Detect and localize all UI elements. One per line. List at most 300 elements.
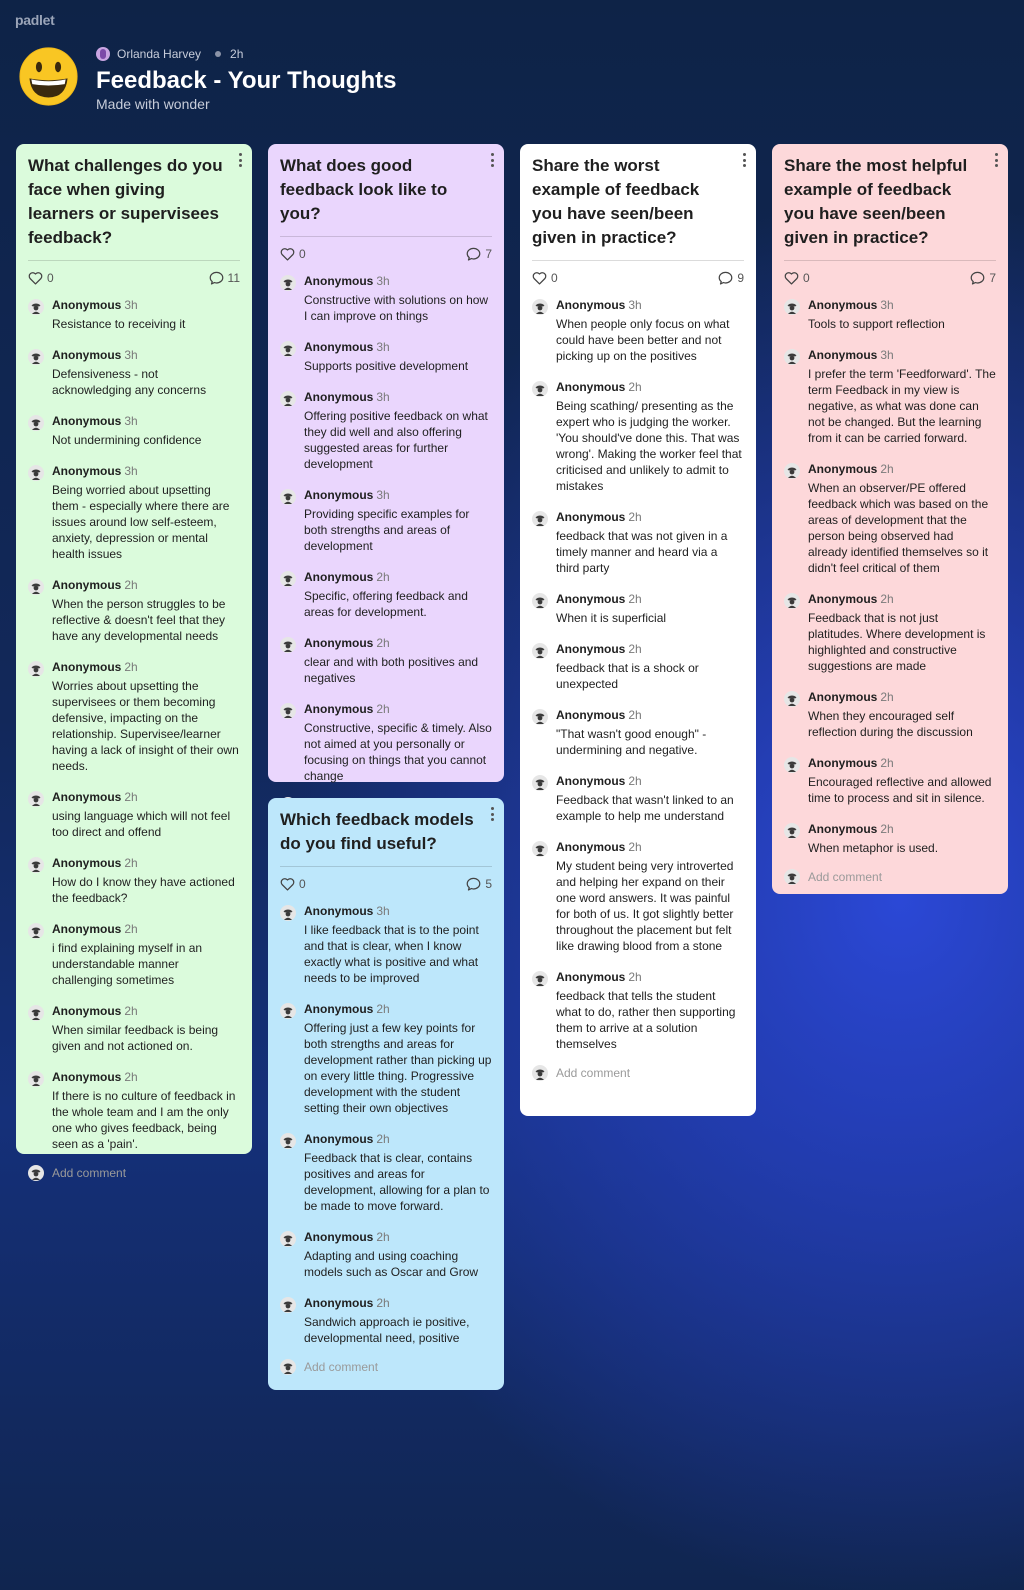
like-count: 0 — [299, 247, 306, 261]
comment-header — [808, 347, 996, 363]
comment-item — [280, 903, 492, 986]
comment-time: 2h — [628, 970, 642, 984]
comment-item — [28, 789, 240, 840]
add-comment-input[interactable] — [784, 869, 996, 885]
anonymous-avatar-icon — [532, 511, 548, 527]
anonymous-avatar-icon — [280, 341, 296, 357]
anonymous-avatar-icon — [280, 1133, 296, 1149]
comment-body — [808, 689, 996, 740]
anonymous-avatar-icon — [28, 579, 44, 595]
comment-text: feedback that is a shock or unexpected — [556, 661, 699, 691]
comment-author: Anonymous — [556, 510, 626, 524]
comment-time: 2h — [376, 1230, 390, 1244]
comment-item — [280, 701, 492, 784]
comment-time: 2h — [628, 510, 642, 524]
like-count: 0 — [551, 271, 558, 285]
comment-item — [280, 1229, 492, 1280]
comment-author: Anonymous — [304, 1230, 374, 1244]
comment-header — [304, 1295, 492, 1311]
comment-author: Anonymous — [808, 592, 878, 606]
column-feedback-models — [268, 798, 504, 1390]
comment-count: 9 — [737, 271, 744, 285]
comment-body — [52, 347, 240, 398]
comment-bubble-icon — [209, 271, 224, 285]
comment-count: 11 — [227, 271, 240, 285]
column-stats — [28, 269, 240, 287]
like-count: 0 — [47, 271, 54, 285]
comment-time: 2h — [880, 756, 894, 770]
anonymous-avatar-icon — [784, 349, 800, 365]
comment-count: 7 — [989, 271, 996, 285]
anonymous-avatar-icon — [28, 465, 44, 481]
comment-time: 3h — [124, 298, 138, 312]
comment-time: 2h — [880, 592, 894, 606]
comment-text: When the person struggles to be reflective & doesn't feel that they have any developmental needs — [52, 597, 226, 643]
comment-item — [28, 577, 240, 644]
comment-header — [52, 347, 240, 363]
heart-icon — [784, 271, 799, 285]
anonymous-avatar-icon — [280, 1003, 296, 1019]
anonymous-avatar-icon — [28, 791, 44, 807]
comment-author: Anonymous — [304, 390, 374, 404]
comment-time: 2h — [376, 1132, 390, 1146]
like-button[interactable] — [280, 247, 306, 261]
comment-body — [304, 1295, 492, 1346]
add-comment-placeholder[interactable]: Add comment — [304, 1360, 379, 1374]
comment-author: Anonymous — [52, 414, 122, 428]
comment-text: Constructive with solutions on how I can improve on things — [304, 293, 489, 323]
comment-time: 3h — [124, 414, 138, 428]
heart-icon — [532, 271, 547, 285]
comment-body — [304, 339, 468, 374]
comment-body — [556, 379, 744, 494]
anonymous-avatar-icon — [784, 299, 800, 315]
more-options-icon[interactable] — [239, 153, 243, 167]
like-button[interactable] — [28, 271, 54, 285]
more-options-icon[interactable] — [995, 153, 999, 167]
comment-text: When an observer/PE offered feedback which was based on the areas of development that the person being observed had already identified themselves so it didn't feel critical of them — [808, 481, 989, 575]
add-comment-input[interactable] — [532, 1065, 744, 1081]
comments-button[interactable] — [209, 271, 240, 285]
comment-item — [532, 641, 744, 692]
comment-item — [280, 1295, 492, 1346]
anonymous-avatar-icon — [280, 637, 296, 653]
heart-icon — [28, 271, 43, 285]
comment-author: Anonymous — [556, 774, 626, 788]
anonymous-avatar-icon — [280, 703, 296, 719]
comment-time: 2h — [376, 1002, 390, 1016]
comment-header — [556, 641, 744, 657]
comment-item — [532, 591, 744, 626]
comment-text: Feedback that is clear, contains positives and areas for development, allowing for a plan to be made to move forward. — [304, 1151, 490, 1213]
column-title: Share the worst example of feedback you have seen/been given in practice? — [532, 156, 700, 247]
comment-author: Anonymous — [808, 348, 878, 362]
comment-body — [808, 461, 996, 576]
page-title: Feedback - Your Thoughts — [96, 67, 397, 94]
comment-time: 3h — [376, 274, 390, 288]
board-time: 2h — [230, 47, 244, 61]
comment-text: feedback that was not given in a timely manner and heard via a third party — [556, 529, 728, 575]
comment-author: Anonymous — [556, 298, 626, 312]
comment-body — [304, 1229, 492, 1280]
comment-item — [28, 463, 240, 562]
comment-time: 3h — [124, 348, 138, 362]
comment-body — [52, 577, 240, 644]
anonymous-avatar-icon — [784, 823, 800, 839]
comment-count: 5 — [485, 877, 492, 891]
anonymous-avatar-icon — [784, 757, 800, 773]
comment-author: Anonymous — [304, 274, 374, 288]
comment-header — [304, 1229, 492, 1245]
anonymous-avatar-icon — [532, 643, 548, 659]
comment-header — [556, 773, 744, 789]
divider — [280, 866, 492, 867]
comment-time: 2h — [880, 822, 894, 836]
separator-dot — [215, 51, 221, 57]
comment-time: 2h — [880, 462, 894, 476]
add-comment-input[interactable] — [280, 1359, 492, 1375]
comment-body — [304, 569, 492, 620]
comment-body — [556, 707, 744, 758]
comment-header — [556, 707, 744, 723]
add-comment-placeholder[interactable]: Add comment — [808, 870, 883, 884]
add-comment-input[interactable] — [28, 1165, 240, 1181]
comment-text: Feedback that is not just platitudes. Where development is highlighted and constructive suggestions are made — [808, 611, 986, 673]
comment-time: 2h — [628, 592, 642, 606]
comment-item — [28, 855, 240, 906]
comment-author: Anonymous — [52, 1004, 122, 1018]
comment-time: 2h — [880, 690, 894, 704]
comment-item — [280, 1001, 492, 1116]
comment-header — [304, 273, 492, 289]
comment-item — [784, 755, 996, 806]
comment-time: 2h — [124, 856, 138, 870]
comment-author: Anonymous — [304, 570, 374, 584]
comment-text: When people only focus on what could have been better and not picking up on the positives — [556, 317, 730, 363]
comment-text: When metaphor is used. — [808, 841, 939, 855]
comment-time: 2h — [124, 660, 138, 674]
comment-text: I like feedback that is to the point and that is clear, when I know exactly what is positive and what needs to be improved — [304, 923, 479, 985]
comment-body — [304, 1131, 492, 1214]
anonymous-avatar-icon — [532, 299, 548, 315]
more-options-icon[interactable] — [743, 153, 747, 167]
comment-item — [784, 347, 996, 446]
comment-text: Constructive, specific & timely. Also not aimed at you personally or focusing on things that you cannot change — [304, 721, 492, 783]
comment-text: using language which will not feel too direct and offend — [52, 809, 231, 839]
anonymous-avatar-icon — [784, 691, 800, 707]
comment-text: Defensiveness - not acknowledging any concerns — [52, 367, 207, 397]
comment-text: Specific, offering feedback and areas for development. — [304, 589, 468, 619]
comment-author: Anonymous — [304, 488, 374, 502]
comment-body — [304, 903, 492, 986]
comment-header — [556, 379, 744, 395]
comment-text: Providing specific examples for both strengths and areas of development — [304, 507, 470, 553]
comment-body — [304, 1001, 492, 1116]
comment-body — [52, 659, 240, 774]
comment-body — [304, 487, 492, 554]
comment-item — [28, 347, 240, 398]
comment-item — [28, 659, 240, 774]
comment-author: Anonymous — [304, 904, 374, 918]
comment-item — [784, 591, 996, 674]
comment-body — [808, 297, 945, 332]
comment-text: When similar feedback is being given and not actioned on. — [52, 1023, 219, 1053]
comment-author: Anonymous — [556, 840, 626, 854]
anonymous-avatar-icon — [532, 841, 548, 857]
comment-text: Being worried about upsetting them - especially where there are issues around low self-esteem, anxiety, depression or mental health issues — [52, 483, 230, 561]
comment-time: 3h — [376, 488, 390, 502]
comment-text: feedback that tells the student what to do, rather then supporting them to arrive at a solution themselves — [556, 989, 736, 1051]
comment-time: 3h — [124, 464, 138, 478]
comment-body — [52, 855, 240, 906]
anonymous-avatar-icon — [532, 381, 548, 397]
comment-author: Anonymous — [304, 1132, 374, 1146]
anonymous-avatar-icon — [532, 1065, 548, 1081]
comment-body — [808, 591, 996, 674]
comment-text: How do I know they have actioned the feedback? — [52, 875, 235, 905]
comment-item — [280, 273, 492, 324]
anonymous-avatar-icon — [28, 1005, 44, 1021]
comment-header — [52, 921, 240, 937]
comment-header — [304, 635, 492, 651]
comment-item — [532, 969, 744, 1052]
anonymous-avatar-icon — [28, 1165, 44, 1181]
comments-button[interactable] — [970, 271, 996, 285]
anonymous-avatar-icon — [280, 275, 296, 291]
comment-time: 2h — [628, 708, 642, 722]
comment-header — [808, 461, 996, 477]
comment-text: Not undermining confidence — [52, 433, 202, 447]
column-stats — [532, 269, 744, 287]
comment-text: clear and with both positives and negatives — [304, 655, 479, 685]
comment-time: 3h — [376, 390, 390, 404]
comment-time: 3h — [628, 298, 642, 312]
comment-text: My student being very introverted and helping her expand on their one word answers. It was painful for both of us. It got slightly better throughout the placement but felt like drawing blood from a stone — [556, 859, 734, 953]
grinning-face-icon — [18, 46, 79, 107]
anonymous-avatar-icon — [28, 1071, 44, 1087]
comment-body — [52, 921, 240, 988]
comment-text: Offering positive feedback on what they did well and also offering suggested areas for further development — [304, 409, 488, 471]
comment-body — [304, 701, 492, 784]
comment-item — [532, 509, 744, 576]
column-stats — [280, 875, 492, 893]
comment-text: "That wasn't good enough" - undermining and negative. — [556, 727, 707, 757]
comment-author: Anonymous — [52, 1070, 122, 1084]
comment-header — [304, 389, 492, 405]
column-title: Share the most helpful example of feedback you have seen/been given in practice? — [784, 156, 968, 247]
like-button[interactable] — [532, 271, 558, 285]
column-title: What challenges do you face when giving learners or supervisees feedback? — [28, 156, 223, 247]
comment-count: 7 — [485, 247, 492, 261]
comment-time: 2h — [124, 922, 138, 936]
comment-body — [556, 641, 744, 692]
comment-item — [280, 635, 492, 686]
comment-header — [52, 463, 240, 479]
comment-body — [556, 591, 666, 626]
column-challenges — [16, 144, 252, 1180]
comment-header — [304, 903, 492, 919]
comment-text: Tools to support reflection — [808, 317, 945, 331]
comment-header — [52, 659, 240, 675]
comment-time: 3h — [376, 904, 390, 918]
author-row — [96, 46, 396, 62]
comment-author: Anonymous — [52, 856, 122, 870]
more-options-icon[interactable] — [491, 153, 495, 167]
comment-author: Anonymous — [556, 642, 626, 656]
anonymous-avatar-icon — [784, 463, 800, 479]
comment-author: Anonymous — [52, 922, 122, 936]
comment-author: Anonymous — [304, 636, 374, 650]
anonymous-avatar-icon — [28, 299, 44, 315]
padlet-logo[interactable]: padlet — [15, 12, 55, 28]
comment-text: Offering just a few key points for both strengths and areas for development rather than picking up on every little thing. Progressive development with the student setting their own objectives — [304, 1021, 492, 1115]
comment-header — [52, 413, 201, 429]
comment-body — [304, 273, 492, 324]
page-subtitle: Made with wonder — [96, 96, 210, 112]
comment-time: 3h — [880, 298, 894, 312]
column-title: What does good feedback look like to you? — [280, 156, 448, 223]
comment-author: Anonymous — [52, 790, 122, 804]
comment-header — [808, 821, 938, 837]
comment-author: Anonymous — [556, 380, 626, 394]
comment-author: Anonymous — [304, 340, 374, 354]
comment-text: Sandwich approach ie positive, developmental need, positive — [304, 1315, 470, 1345]
anonymous-avatar-icon — [280, 905, 296, 921]
comment-header — [304, 1131, 492, 1147]
comment-item — [532, 839, 744, 954]
comment-text: Adapting and using coaching models such as Oscar and Grow — [304, 1249, 479, 1279]
comment-header — [808, 591, 996, 607]
author-name[interactable]: Orlanda Harvey — [117, 47, 202, 61]
comment-body — [556, 969, 744, 1052]
like-button[interactable] — [280, 877, 306, 891]
add-comment-placeholder[interactable]: Add comment — [556, 1066, 631, 1080]
comment-bubble-icon — [466, 877, 481, 891]
comments-button[interactable] — [466, 877, 492, 891]
comment-author: Anonymous — [808, 756, 878, 770]
comment-item — [280, 1131, 492, 1214]
comment-header — [304, 487, 492, 503]
comment-header — [556, 509, 744, 525]
comment-author: Anonymous — [52, 660, 122, 674]
divider — [532, 260, 744, 261]
column-most-helpful — [772, 144, 1008, 894]
column-title: Which feedback models do you find useful? — [280, 810, 474, 853]
comment-text: Feedback that wasn't linked to an example to help me understand — [556, 793, 734, 823]
comment-body — [52, 1003, 240, 1054]
comment-body — [304, 635, 492, 686]
comment-text: Supports positive development — [304, 359, 469, 373]
comments-button[interactable] — [718, 271, 744, 285]
comment-author: Anonymous — [808, 298, 878, 312]
comment-item — [532, 773, 744, 824]
comments-button[interactable] — [466, 247, 492, 261]
comment-header — [556, 591, 666, 607]
comment-time: 2h — [124, 578, 138, 592]
anonymous-avatar-icon — [280, 391, 296, 407]
comment-item — [28, 1069, 240, 1152]
comment-time: 2h — [376, 702, 390, 716]
comment-author: Anonymous — [52, 578, 122, 592]
comment-time: 2h — [628, 840, 642, 854]
comment-header — [304, 701, 492, 717]
comment-body — [556, 297, 744, 364]
more-options-icon[interactable] — [491, 807, 495, 821]
comment-item — [532, 379, 744, 494]
comment-item — [28, 1003, 240, 1054]
add-comment-placeholder[interactable]: Add comment — [52, 1166, 127, 1180]
column-stats — [784, 269, 996, 287]
divider — [280, 236, 492, 237]
column-worst-example — [520, 144, 756, 1116]
comment-header — [556, 839, 744, 855]
comment-author: Anonymous — [556, 970, 626, 984]
anonymous-avatar-icon — [532, 775, 548, 791]
board-header — [18, 46, 396, 112]
author-avatar[interactable] — [96, 47, 110, 61]
anonymous-avatar-icon — [280, 1297, 296, 1313]
comment-item — [784, 297, 996, 332]
comment-text: Resistance to receiving it — [52, 317, 186, 331]
comment-bubble-icon — [718, 271, 733, 285]
comment-header — [304, 569, 492, 585]
comment-author: Anonymous — [808, 822, 878, 836]
anonymous-avatar-icon — [784, 869, 800, 885]
like-count: 0 — [803, 271, 810, 285]
comment-author: Anonymous — [52, 298, 122, 312]
anonymous-avatar-icon — [532, 971, 548, 987]
comment-header — [808, 689, 996, 705]
comment-author: Anonymous — [556, 592, 626, 606]
comment-header — [556, 297, 744, 313]
comment-header — [808, 297, 945, 313]
anonymous-avatar-icon — [532, 709, 548, 725]
like-count: 0 — [299, 877, 306, 891]
comment-item — [532, 297, 744, 364]
comment-item — [280, 339, 492, 374]
comment-header — [304, 339, 468, 355]
comment-time: 2h — [376, 636, 390, 650]
comment-body — [52, 789, 240, 840]
comment-body — [52, 1069, 240, 1152]
anonymous-avatar-icon — [280, 489, 296, 505]
comment-time: 2h — [124, 1070, 138, 1084]
comment-header — [52, 577, 240, 593]
comment-body — [52, 463, 240, 562]
like-button[interactable] — [784, 271, 810, 285]
column-good-feedback — [268, 144, 504, 782]
comment-author: Anonymous — [52, 464, 122, 478]
comment-author: Anonymous — [808, 462, 878, 476]
anonymous-avatar-icon — [784, 593, 800, 609]
comment-header — [52, 297, 185, 313]
divider — [28, 260, 240, 261]
divider — [784, 260, 996, 261]
anonymous-avatar-icon — [280, 1231, 296, 1247]
heart-icon — [280, 247, 295, 261]
comment-body — [808, 347, 996, 446]
comment-header — [52, 855, 240, 871]
comment-item — [280, 389, 492, 472]
comment-text: Encouraged reflective and allowed time to process and sit in silence. — [808, 775, 992, 805]
comment-header — [556, 969, 744, 985]
heart-icon — [280, 877, 295, 891]
comment-item — [28, 413, 240, 448]
comment-text: When it is superficial — [556, 611, 667, 625]
comment-header — [52, 789, 240, 805]
comment-body — [556, 509, 744, 576]
comment-item — [280, 569, 492, 620]
